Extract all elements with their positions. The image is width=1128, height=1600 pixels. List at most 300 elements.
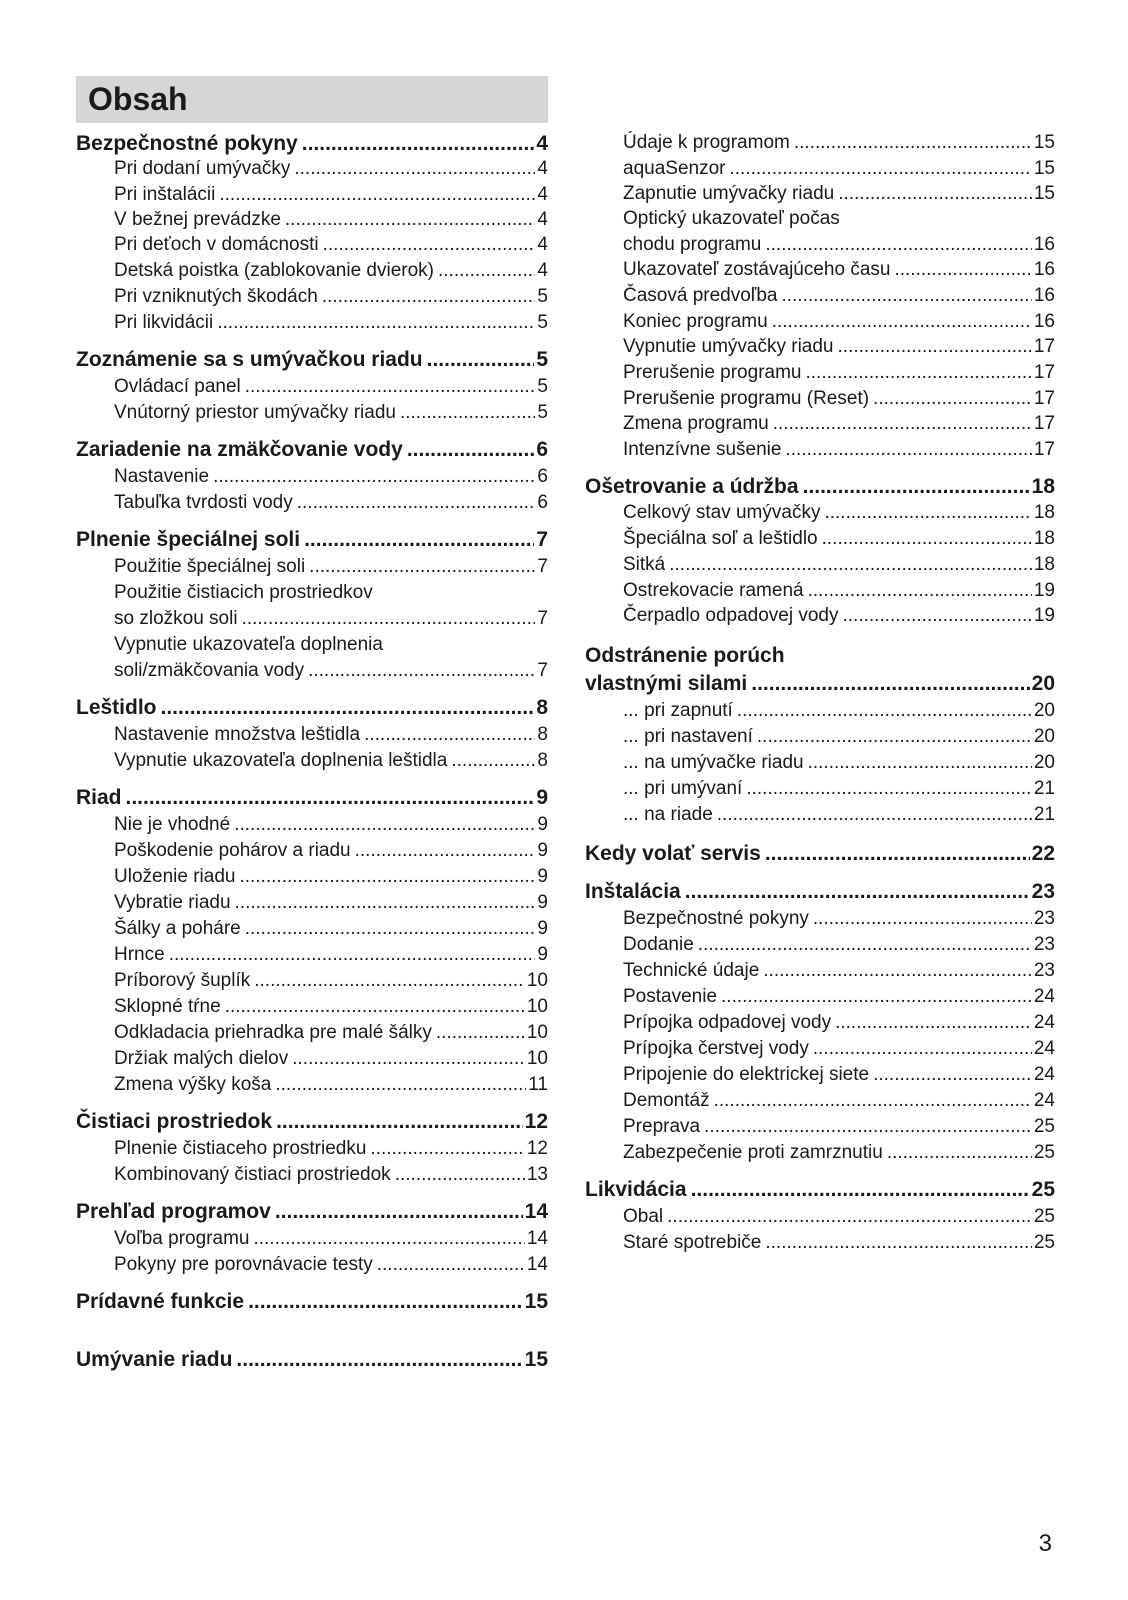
page-number: 3 xyxy=(1038,1530,1052,1557)
toc-subentry[interactable] xyxy=(585,750,1055,776)
toc-entry-title: Pripojenie do elektrickej siete xyxy=(623,1064,870,1085)
toc-subentry[interactable] xyxy=(76,374,548,400)
toc-section-entry[interactable] xyxy=(585,878,1055,906)
toc-entry-title: ... pri zapnutí xyxy=(623,700,733,721)
toc-subentry[interactable] xyxy=(76,464,548,490)
toc-subentry[interactable] xyxy=(76,156,548,182)
toc-entry-title: Príborový šuplík xyxy=(114,970,251,991)
toc-page-number: 7 xyxy=(537,608,548,629)
toc-subentry[interactable] xyxy=(76,658,548,684)
toc-section-entry[interactable] xyxy=(76,130,548,158)
toc-entry-title: ... pri nastavení xyxy=(623,726,753,747)
toc-leader-dots xyxy=(824,500,1031,526)
toc-section-entry[interactable] xyxy=(76,526,548,554)
toc-leader-dots xyxy=(838,181,1032,207)
toc-leader-dots xyxy=(751,670,1029,698)
toc-page-number: 5 xyxy=(536,348,548,371)
toc-leader-dots xyxy=(805,360,1031,386)
toc-leader-dots xyxy=(451,748,535,774)
toc-page-number: 16 xyxy=(1033,234,1055,255)
toc-subentry[interactable] xyxy=(585,156,1055,182)
toc-subentry[interactable] xyxy=(585,958,1055,984)
toc-leader-dots xyxy=(304,526,534,554)
toc-page-number: 15 xyxy=(1033,183,1055,204)
toc-leader-dots xyxy=(773,411,1032,437)
toc-page-number: 18 xyxy=(1033,502,1055,523)
toc-page-number: 10 xyxy=(526,970,548,991)
toc-entry-title: Obal xyxy=(623,1206,664,1227)
toc-page-number: 23 xyxy=(1031,880,1055,903)
toc-subentry[interactable] xyxy=(76,400,548,426)
toc-page-number: 6 xyxy=(537,466,548,487)
toc-leader-dots xyxy=(813,1036,1032,1062)
toc-entry-title: Pri vzniknutých škodách xyxy=(114,286,318,307)
toc-entry-title: soli/zmäkčovania vody xyxy=(114,660,305,681)
toc-entry-title: Zariadenie na zmäkčovanie vody xyxy=(76,438,403,461)
toc-page-number: 9 xyxy=(537,814,548,835)
toc-subentry[interactable] xyxy=(76,812,548,838)
toc-leader-dots xyxy=(245,916,536,942)
toc-page-number: 8 xyxy=(537,750,548,771)
toc-entry-title: Zapnutie umývačky riadu xyxy=(623,183,835,204)
toc-leader-dots xyxy=(714,1088,1032,1114)
toc-entry-title: Ostrekovacie ramená xyxy=(623,580,804,601)
toc-entry-title: Špeciálna soľ a leštidlo xyxy=(623,528,818,549)
toc-subentry[interactable] xyxy=(76,1072,548,1098)
toc-entry-title: Zmena programu xyxy=(623,413,769,434)
toc-entry-title: Riad xyxy=(76,786,122,809)
toc-leader-dots xyxy=(873,1062,1032,1088)
toc-leader-dots xyxy=(254,968,525,994)
toc-subentry[interactable] xyxy=(76,490,548,516)
toc-entry-title: Vnútorný priestor umývačky riadu xyxy=(114,402,396,423)
toc-leader-dots xyxy=(669,552,1032,578)
toc-subentry[interactable] xyxy=(76,968,548,994)
toc-subentry[interactable] xyxy=(585,776,1055,802)
toc-page-number: 20 xyxy=(1033,726,1055,747)
toc-entry-title: Umývanie riadu xyxy=(76,1348,233,1371)
toc-subentry[interactable] xyxy=(585,698,1055,724)
toc-subentry[interactable] xyxy=(76,994,548,1020)
toc-page-number: 14 xyxy=(524,1200,548,1223)
toc-entry-title: Ukazovateľ zostávajúceho času xyxy=(623,259,891,280)
toc-page-number: 17 xyxy=(1033,413,1055,434)
toc-page-number: 17 xyxy=(1033,362,1055,383)
toc-subentry[interactable] xyxy=(76,1252,548,1278)
toc-subentry[interactable] xyxy=(585,181,1055,207)
toc-entry-title: Preprava xyxy=(623,1116,701,1137)
toc-page-number: 22 xyxy=(1031,842,1055,865)
toc-leader-dots xyxy=(691,1176,1030,1204)
toc-entry-title: Prerušenie programu (Reset) xyxy=(623,388,870,409)
toc-subentry[interactable] xyxy=(76,890,548,916)
toc-subentry[interactable] xyxy=(585,1062,1055,1088)
toc-leader-dots xyxy=(729,156,1031,182)
toc-leader-dots xyxy=(309,554,535,580)
toc-subentry[interactable] xyxy=(585,206,1055,232)
toc-entry-title: Prehľad programov xyxy=(76,1200,271,1223)
toc-entry-title: Nastavenie xyxy=(114,466,210,487)
toc-section-entry[interactable] xyxy=(76,694,548,722)
toc-subentry[interactable] xyxy=(76,748,548,774)
toc-page-number: 7 xyxy=(537,556,548,577)
page-title: Obsah xyxy=(76,76,548,123)
toc-leader-dots xyxy=(785,437,1031,463)
toc-entry-title: Ošetrovanie a údržba xyxy=(585,475,799,498)
toc-entry-title: ... na riade xyxy=(623,804,713,825)
toc-subentry[interactable] xyxy=(585,552,1055,578)
toc-subentry[interactable] xyxy=(585,1036,1055,1062)
toc-subentry[interactable] xyxy=(76,554,548,580)
toc-subentry[interactable] xyxy=(76,580,548,606)
toc-page-number: 20 xyxy=(1031,672,1055,695)
toc-entry-title: Demontáž xyxy=(623,1090,710,1111)
toc-entry-title: Leštidlo xyxy=(76,696,157,719)
toc-page-number: 19 xyxy=(1033,580,1055,601)
toc-entry-title: Prerušenie programu xyxy=(623,362,802,383)
toc-page-number: 6 xyxy=(537,492,548,513)
toc-subentry[interactable] xyxy=(76,258,548,284)
toc-page-number: 12 xyxy=(526,1138,548,1159)
toc-leader-dots xyxy=(765,232,1031,258)
toc-subentry[interactable] xyxy=(76,916,548,942)
toc-leader-dots xyxy=(843,603,1032,629)
toc-page-number: 15 xyxy=(524,1348,548,1371)
toc-entry-title: Optický ukazovateľ počas xyxy=(623,208,840,229)
toc-leader-dots xyxy=(370,1136,524,1162)
toc-leader-dots xyxy=(239,864,535,890)
toc-entry-title: Kedy volať servis xyxy=(585,842,761,865)
toc-entry-title: Pri inštalácii xyxy=(114,184,216,205)
toc-page-number: 18 xyxy=(1033,554,1055,575)
toc-leader-dots xyxy=(808,578,1032,604)
toc-entry-title: Nastavenie množstva leštidla xyxy=(114,724,361,745)
toc-leader-dots xyxy=(219,182,535,208)
toc-entry-title: Ovládací panel xyxy=(114,376,241,397)
toc-page-number: 10 xyxy=(526,1022,548,1043)
toc-page-number: 5 xyxy=(537,312,548,333)
toc-entry-title: Odstránenie porúch xyxy=(585,644,785,667)
toc-subentry[interactable] xyxy=(76,838,548,864)
toc-subentry[interactable] xyxy=(76,864,548,890)
toc-subentry[interactable] xyxy=(585,257,1055,283)
toc-leader-dots xyxy=(364,722,535,748)
toc-leader-dots xyxy=(248,1288,523,1316)
toc-subentry[interactable] xyxy=(585,578,1055,604)
toc-page-number: 5 xyxy=(537,402,548,423)
toc-leader-dots xyxy=(126,784,535,812)
toc-section-entry[interactable] xyxy=(76,346,548,374)
toc-page-number: 14 xyxy=(526,1228,548,1249)
toc-entry-title: Bezpečnostné pokyny xyxy=(76,132,298,155)
toc-page-number: 14 xyxy=(526,1254,548,1275)
toc-entry-title: Dodanie xyxy=(623,934,694,955)
toc-page-number: 25 xyxy=(1033,1206,1055,1227)
toc-entry-title: Koniec programu xyxy=(623,311,768,332)
toc-page-number: 4 xyxy=(537,184,548,205)
toc-subentry[interactable] xyxy=(585,1204,1055,1230)
toc-entry-title: Likvidácia xyxy=(585,1178,687,1201)
toc-leader-dots xyxy=(698,932,1032,958)
toc-leader-dots xyxy=(323,232,536,258)
toc-entry-title: Vypnutie umývačky riadu xyxy=(623,336,834,357)
toc-leader-dots xyxy=(377,1252,525,1278)
toc-entry-title: Sklopné tŕne xyxy=(114,996,221,1017)
toc-entry-title: Postavenie xyxy=(623,986,718,1007)
toc-subentry[interactable] xyxy=(585,283,1055,309)
toc-page-number: 16 xyxy=(1033,259,1055,280)
toc-leader-dots xyxy=(427,346,535,374)
toc-leader-dots xyxy=(285,207,536,233)
toc-entry-title: Zoznámenie sa s umývačkou riadu xyxy=(76,348,423,371)
toc-leader-dots xyxy=(813,906,1032,932)
toc-page-number: 9 xyxy=(536,786,548,809)
toc-leader-dots xyxy=(838,334,1032,360)
toc-leader-dots xyxy=(704,1114,1032,1140)
toc-subentry[interactable] xyxy=(585,232,1055,258)
toc-entry-title: Sitká xyxy=(623,554,666,575)
toc-entry-title: V bežnej prevádzke xyxy=(114,209,281,230)
toc-page-number: 4 xyxy=(537,234,548,255)
toc-entry-title: Šálky a poháre xyxy=(114,918,241,939)
toc-section-entry[interactable] xyxy=(585,840,1055,868)
toc-page-number: 4 xyxy=(536,132,548,155)
toc-subentry[interactable] xyxy=(76,606,548,632)
toc-page-number: 5 xyxy=(537,376,548,397)
toc-entry-title: Zmena výšky koša xyxy=(114,1074,272,1095)
toc-subentry[interactable] xyxy=(76,284,548,310)
toc-leader-dots xyxy=(808,750,1032,776)
toc-page-number: 23 xyxy=(1033,934,1055,955)
toc-leader-dots xyxy=(757,724,1032,750)
toc-entry-title: Poškodenie pohárov a riadu xyxy=(114,840,351,861)
toc-subentry[interactable] xyxy=(585,724,1055,750)
toc-leader-dots xyxy=(225,994,525,1020)
toc-leader-dots xyxy=(407,436,535,464)
toc-subentry[interactable] xyxy=(76,182,548,208)
toc-leader-dots xyxy=(781,283,1031,309)
toc-entry-title: Odkladacia priehradka pre malé šálky xyxy=(114,1022,432,1043)
toc-entry-title: Prídavné funkcie xyxy=(76,1290,245,1313)
toc-subentry[interactable] xyxy=(76,632,548,658)
toc-entry-title: Plnenie čistiaceho prostriedku xyxy=(114,1138,367,1159)
toc-page-number: 8 xyxy=(536,696,548,719)
toc-leader-dots xyxy=(667,1204,1032,1230)
toc-page-number: 9 xyxy=(537,840,548,861)
toc-entry-title: ... na umývačke riadu xyxy=(623,752,804,773)
toc-entry-title: Použitie čistiacich prostriedkov xyxy=(114,582,373,603)
toc-section-entry[interactable] xyxy=(585,473,1055,501)
toc-section-entry[interactable] xyxy=(585,642,1055,670)
toc-leader-dots xyxy=(234,812,535,838)
toc-entry-title: so zložkou soli xyxy=(114,608,238,629)
toc-page-number: 13 xyxy=(526,1164,548,1185)
toc-leader-dots xyxy=(161,694,535,722)
toc-subentry[interactable] xyxy=(76,942,548,968)
toc-entry-title: Kombinovaný čistiaci prostriedok xyxy=(114,1164,391,1185)
toc-section-entry[interactable] xyxy=(76,784,548,812)
toc-page-number: 16 xyxy=(1033,311,1055,332)
toc-entry-title: Pokyny pre porovnávacie testy xyxy=(114,1254,373,1275)
toc-leader-dots xyxy=(236,1346,522,1374)
toc-page-number: 24 xyxy=(1033,1038,1055,1059)
toc-page-number: 9 xyxy=(537,892,548,913)
toc-entry-title: Detská poistka (zablokovanie dvierok) xyxy=(114,260,434,281)
toc-subentry[interactable] xyxy=(585,1088,1055,1114)
toc-subentry[interactable] xyxy=(585,1140,1055,1166)
toc-page-number: 19 xyxy=(1033,605,1055,626)
toc-leader-dots xyxy=(213,464,535,490)
toc-leader-dots xyxy=(717,802,1032,828)
toc-subentry[interactable] xyxy=(76,722,548,748)
toc-page-number: 20 xyxy=(1033,752,1055,773)
toc-entry-title: Údaje k programom xyxy=(623,132,790,153)
toc-page-number: 6 xyxy=(536,438,548,461)
toc-leader-dots xyxy=(245,374,536,400)
toc-entry-title: Hrnce xyxy=(114,944,165,965)
toc-section-entry[interactable] xyxy=(76,1108,548,1136)
toc-entry-title: Čistiaci prostriedok xyxy=(76,1110,273,1133)
toc-page-number: 7 xyxy=(536,528,548,551)
toc-section-entry[interactable] xyxy=(585,670,1055,698)
toc-entry-title: Zabezpečenie proti zamrznutiu xyxy=(623,1142,883,1163)
toc-subentry[interactable] xyxy=(76,1136,548,1162)
toc-page-number: 16 xyxy=(1033,285,1055,306)
toc-section-entry[interactable] xyxy=(76,436,548,464)
toc-entry-title: Intenzívne sušenie xyxy=(623,439,782,460)
toc-entry-title: Nie je vhodné xyxy=(114,814,231,835)
toc-entry-title: Použitie špeciálnej soli xyxy=(114,556,306,577)
toc-leader-dots xyxy=(235,890,536,916)
toc-subentry[interactable] xyxy=(585,1114,1055,1140)
toc-entry-title: Držiak malých dielov xyxy=(114,1048,289,1069)
toc-leader-dots xyxy=(436,1020,525,1046)
toc-leader-dots xyxy=(302,130,535,158)
toc-page-number: 18 xyxy=(1033,528,1055,549)
toc-subentry[interactable] xyxy=(76,1020,548,1046)
toc-entry-title: Bezpečnostné pokyny xyxy=(623,908,809,929)
toc-leader-dots xyxy=(765,840,1030,868)
toc-subentry[interactable] xyxy=(585,130,1055,156)
toc-leader-dots xyxy=(275,1072,526,1098)
toc-page-number: 24 xyxy=(1033,1090,1055,1111)
toc-entry-title: Vypnutie ukazovateľa doplnenia leštidla xyxy=(114,750,448,771)
toc-subentry[interactable] xyxy=(585,984,1055,1010)
toc-leader-dots xyxy=(746,776,1032,802)
toc-page-number: 4 xyxy=(537,209,548,230)
toc-page-number: 9 xyxy=(537,944,548,965)
toc-leader-dots xyxy=(763,958,1032,984)
toc-page-number: 24 xyxy=(1033,1064,1055,1085)
toc-page-number: 18 xyxy=(1031,475,1055,498)
toc-subentry[interactable] xyxy=(76,1046,548,1072)
toc-leader-dots xyxy=(794,130,1032,156)
toc-section-entry[interactable] xyxy=(76,1198,548,1226)
toc-subentry[interactable] xyxy=(585,411,1055,437)
toc-page-number: 23 xyxy=(1033,960,1055,981)
toc-section-entry[interactable] xyxy=(585,1176,1055,1204)
toc-page-number: 20 xyxy=(1033,700,1055,721)
toc-subentry[interactable] xyxy=(76,232,548,258)
toc-page-number: 21 xyxy=(1033,804,1055,825)
toc-page-number: 8 xyxy=(537,724,548,745)
toc-leader-dots xyxy=(169,942,536,968)
toc-entry-title: Vybratie riadu xyxy=(114,892,231,913)
toc-page-number: 23 xyxy=(1033,908,1055,929)
toc-entry-title: Celkový stav umývačky xyxy=(623,502,821,523)
toc-subentry[interactable] xyxy=(585,906,1055,932)
toc-section-entry[interactable] xyxy=(76,1288,548,1316)
toc-leader-dots xyxy=(253,1226,524,1252)
toc-subentry[interactable] xyxy=(76,207,548,233)
toc-entry-title: Technické údaje xyxy=(623,960,760,981)
toc-subentry[interactable] xyxy=(585,1230,1055,1256)
toc-page-number: 25 xyxy=(1033,1142,1055,1163)
toc-page-number: 4 xyxy=(537,260,548,281)
toc-entry-title: chodu programu xyxy=(623,234,762,255)
toc-page-number: 12 xyxy=(524,1110,548,1133)
toc-subentry[interactable] xyxy=(585,1010,1055,1036)
toc-subentry[interactable] xyxy=(585,526,1055,552)
toc-leader-dots xyxy=(822,526,1032,552)
toc-subentry[interactable] xyxy=(585,802,1055,828)
toc-entry-title: aquaSenzor xyxy=(623,158,726,179)
toc-subentry[interactable] xyxy=(585,309,1055,335)
toc-leader-dots xyxy=(721,984,1032,1010)
toc-page-number: 21 xyxy=(1033,778,1055,799)
toc-leader-dots xyxy=(395,1162,525,1188)
toc-leader-dots xyxy=(772,309,1032,335)
toc-subentry[interactable] xyxy=(585,334,1055,360)
toc-page-number: 15 xyxy=(524,1290,548,1313)
toc-page-number: 4 xyxy=(537,158,548,179)
toc-entry-title: Staré spotrebiče xyxy=(623,1232,762,1253)
toc-page-number: 17 xyxy=(1033,388,1055,409)
toc-section-entry[interactable] xyxy=(76,1346,548,1374)
toc-page-number: 10 xyxy=(526,1048,548,1069)
toc-subentry[interactable] xyxy=(585,386,1055,412)
toc-leader-dots xyxy=(765,1230,1032,1256)
toc-page-number: 5 xyxy=(537,286,548,307)
toc-leader-dots xyxy=(887,1140,1032,1166)
toc-page-number: 7 xyxy=(537,660,548,681)
toc-entry-title: Pri dodaní umývačky xyxy=(114,158,291,179)
toc-leader-dots xyxy=(685,878,1030,906)
toc-subentry[interactable] xyxy=(585,437,1055,463)
toc-entry-title: Vypnutie ukazovateľa doplnenia xyxy=(114,634,383,655)
toc-subentry[interactable] xyxy=(76,310,548,336)
toc-entry-title: Voľba programu xyxy=(114,1228,250,1249)
toc-subentry[interactable] xyxy=(76,1162,548,1188)
toc-entry-title: Čerpadlo odpadovej vody xyxy=(623,605,839,626)
toc-subentry[interactable] xyxy=(585,500,1055,526)
toc-page-number: 15 xyxy=(1033,132,1055,153)
toc-subentry[interactable] xyxy=(585,932,1055,958)
toc-leader-dots xyxy=(737,698,1032,724)
toc-leader-dots xyxy=(803,473,1030,501)
toc-subentry[interactable] xyxy=(585,360,1055,386)
toc-entry-title: Pri deťoch v domácnosti xyxy=(114,234,319,255)
toc-leader-dots xyxy=(217,310,535,336)
toc-subentry[interactable] xyxy=(76,1226,548,1252)
toc-entry-title: Prípojka odpadovej vody xyxy=(623,1012,832,1033)
toc-leader-dots xyxy=(275,1198,523,1226)
toc-entry-title: Časová predvoľba xyxy=(623,285,778,306)
toc-page-number: 25 xyxy=(1031,1178,1055,1201)
toc-leader-dots xyxy=(873,386,1032,412)
toc-subentry[interactable] xyxy=(585,603,1055,629)
toc-page-number: 11 xyxy=(528,1074,548,1095)
